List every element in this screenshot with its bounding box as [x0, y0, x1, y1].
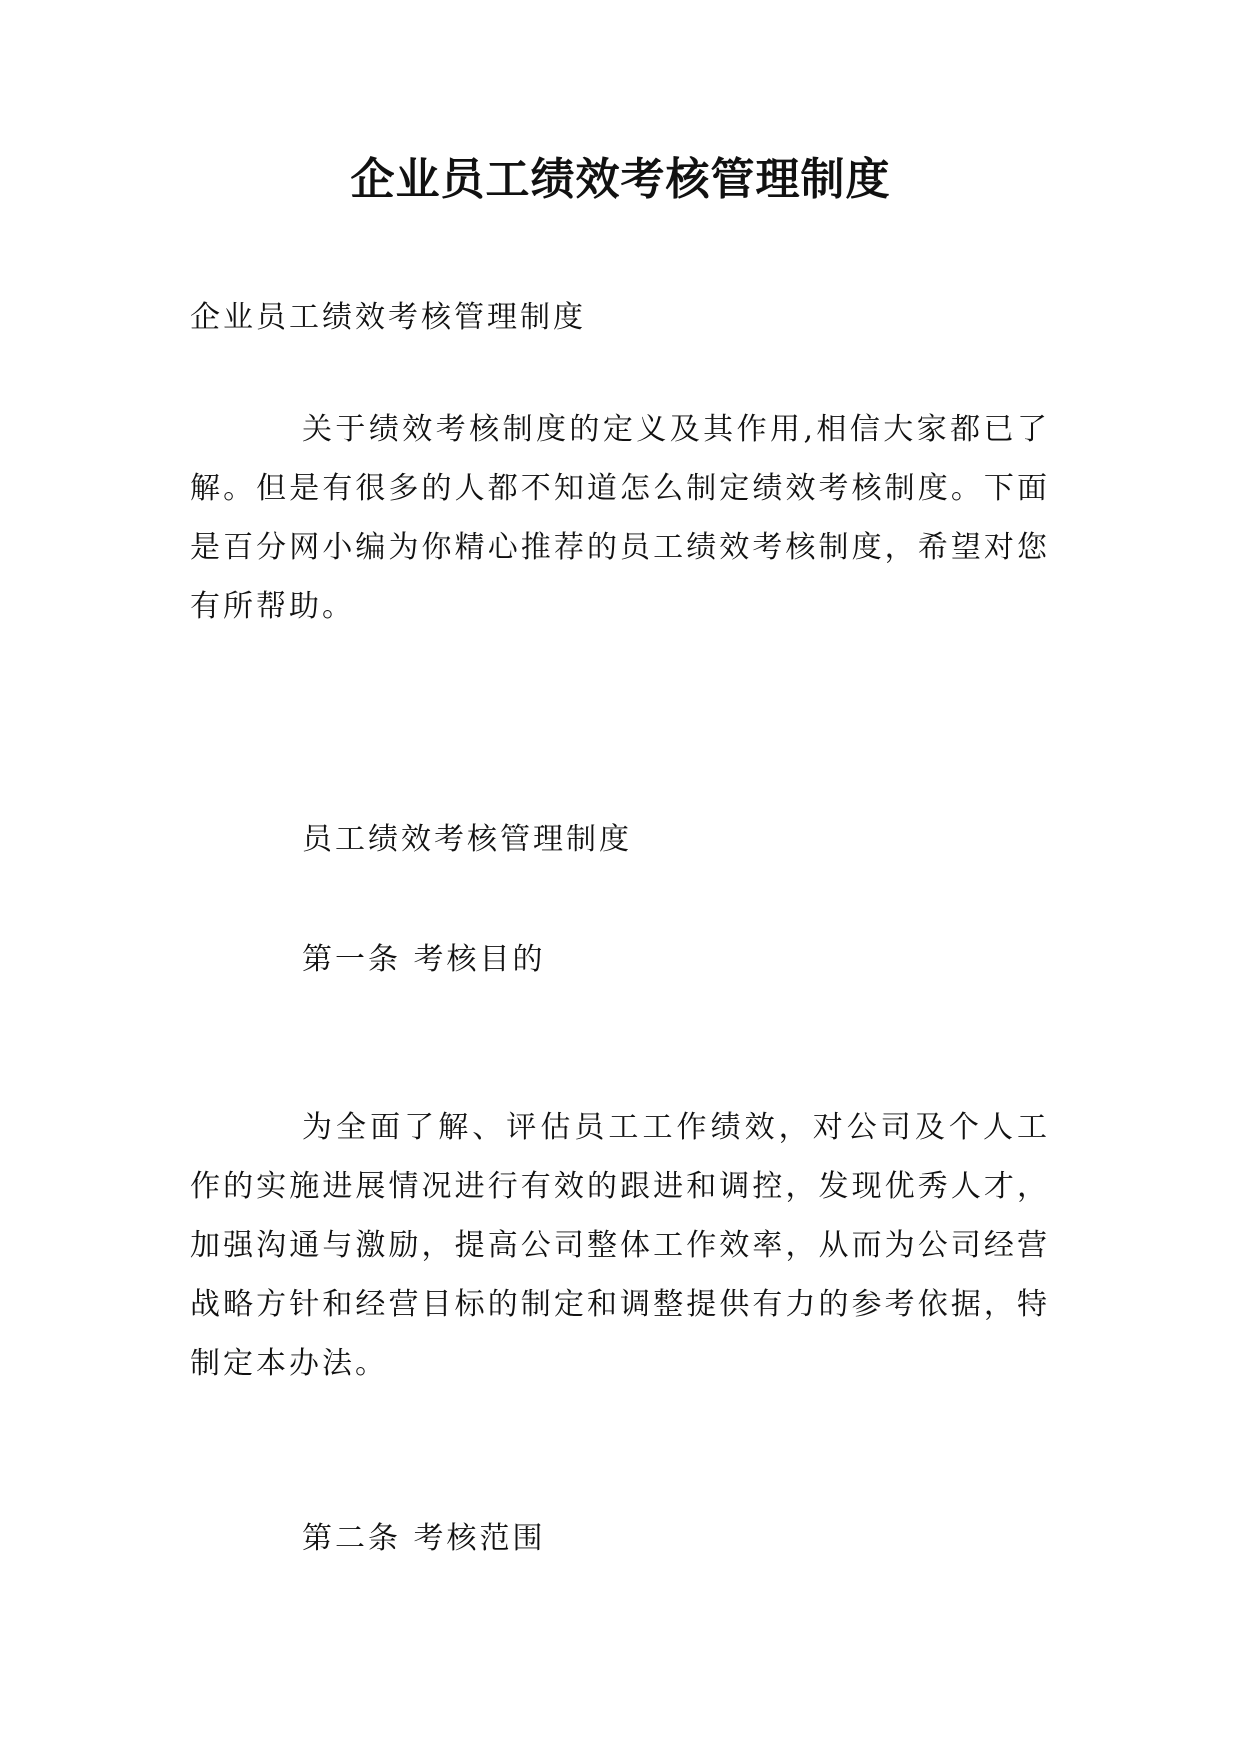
document-subtitle: 企业员工绩效考核管理制度 [190, 300, 586, 335]
article-2-heading: 第二条 考核范围 [302, 1521, 546, 1556]
document-title: 企业员工绩效考核管理制度 [350, 154, 891, 205]
intro-paragraph: 关于绩效考核制度的定义及其作用,相信大家都已了解。但是有很多的人都不知道怎么制定绩效考核制度。下面是百分网小编为你精心推荐的员工绩效考核制度，希望对您有所帮助。 [190, 412, 1050, 624]
article-1-body: 为全面了解、评估员工工作绩效，对公司及个人工作的实施进展情况进行有效的跟进和调控，发现优秀人才，加强沟通与激励，提高公司整体工作效率，从而为公司经营战略方针和经营目标的制定和调整提供有力的参考依据，特制定本办法。 [190, 1110, 1050, 1381]
article-1-heading: 第一条 考核目的 [302, 942, 546, 977]
section-heading: 员工绩效考核管理制度 [302, 822, 632, 857]
